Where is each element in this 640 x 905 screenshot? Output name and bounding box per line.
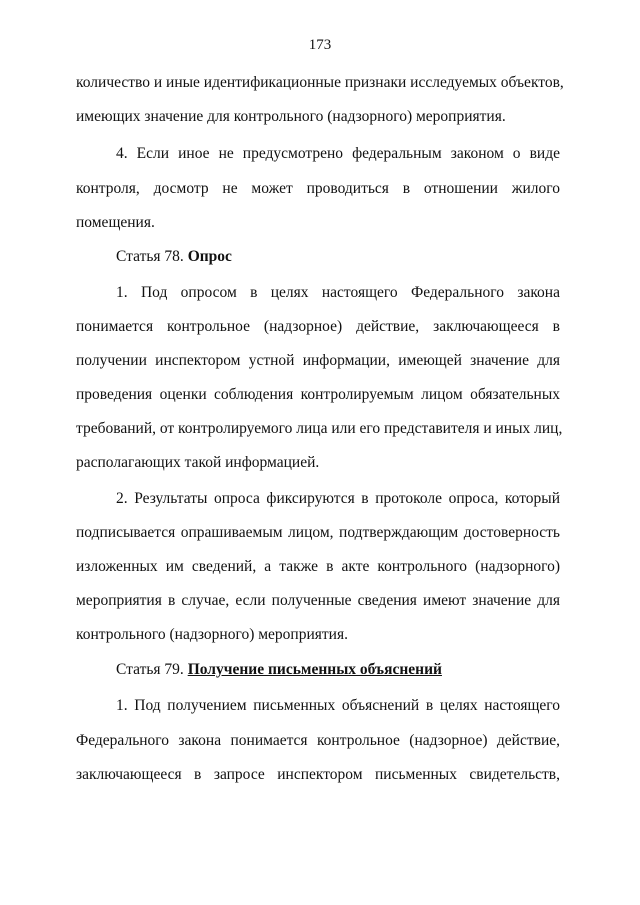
paragraph-line: располагающих такой информацией.	[76, 454, 320, 471]
page-number: 173	[308, 37, 332, 53]
paragraph-line: Федерального закона понимается контрольное (надзорное) действие,	[76, 732, 560, 749]
paragraph-line: изложенных им сведений, а также в акте контрольного (надзорного)	[76, 558, 560, 575]
paragraph-line: имеющих значение для контрольного (надзорного) мероприятия.	[76, 108, 506, 125]
paragraph-line: заключающееся в запросе инспектором письменных свидетельств,	[76, 766, 560, 783]
article-79-heading	[116, 661, 560, 679]
paragraph-line: контроля, досмотр не может проводиться в отношении жилого	[76, 180, 560, 197]
article-78-title: Опрос	[187, 248, 232, 265]
paragraph-line: 4. Если иное не предусмотрено федеральным законом о виде	[116, 145, 560, 162]
paragraph-line: мероприятия в случае, если полученные сведения имеют значение для	[76, 592, 560, 609]
paragraph-line: получении инспектором устной информации, имеющей значение для	[76, 352, 560, 369]
paragraph-line: 1. Под получением письменных объяснений в целях настоящего	[116, 697, 560, 714]
article-79-prefix: Статья 79.	[116, 661, 184, 678]
paragraph-line: понимается контрольное (надзорное) действие, заключающееся в	[76, 318, 560, 335]
article-79-title: Получение письменных объяснений	[187, 661, 442, 678]
article-78-heading	[116, 248, 560, 266]
article-78-prefix: Статья 78.	[116, 248, 184, 265]
paragraph-line: 2. Результаты опроса фиксируются в протоколе опроса, который	[116, 490, 560, 507]
paragraph-line: количество и иные идентификационные признаки исследуемых объектов,	[76, 74, 564, 91]
paragraph-line: контрольного (надзорного) мероприятия.	[76, 626, 348, 643]
paragraph-line: помещения.	[76, 214, 155, 231]
paragraph-line: проведения оценки соблюдения контролируемым лицом обязательных	[76, 386, 560, 403]
paragraph-line: подписывается опрашиваемым лицом, подтверждающим достоверность	[76, 524, 560, 541]
paragraph-line: требований, от контролируемого лица или его представителя и иных лиц,	[76, 420, 563, 437]
paragraph-line: 1. Под опросом в целях настоящего Федерального закона	[116, 284, 560, 301]
